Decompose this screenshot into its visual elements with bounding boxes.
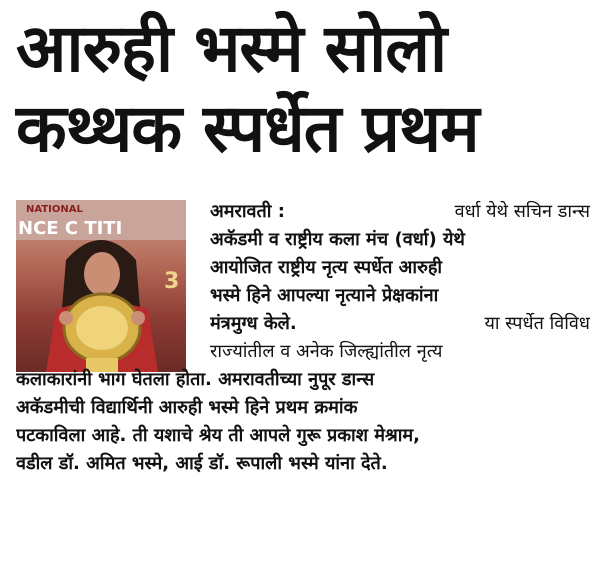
- article-line-10-text: वडील डॉ. अमित भस्मे, आई डॉ. रूपाली भस्मे यांना देते.: [16, 453, 388, 474]
- article-line-9-text: पटकाविला आहे. ती यशाचे श्रेय ती आपले गुरू प्रकाश मेश्राम,: [16, 425, 420, 446]
- article-line-1-text: वर्धा येथे सचिन डान्स: [454, 201, 590, 222]
- dateline: अमरावती :: [210, 201, 285, 222]
- article-line-5: [210, 310, 590, 338]
- article-line-1: [210, 198, 590, 226]
- headline-line-2: कथ्थक स्पर्धेत प्रथम: [16, 90, 479, 167]
- article-line-3: [210, 254, 590, 282]
- photo-number: 3: [164, 269, 180, 294]
- article-line-6-text: राज्यांतील व अनेक जिल्ह्यांतील नृत्य: [210, 341, 443, 362]
- article-line-5-text: या स्पर्धेत विविध: [484, 313, 590, 334]
- article-line-4: [210, 282, 590, 310]
- article-line-3-text: आयोजित राष्ट्रीय नृत्य स्पर्धेत आरुही: [210, 257, 443, 278]
- article-line-9: [16, 422, 590, 450]
- article-line-4-text: भस्मे हिने आपल्या नृत्याने प्रेक्षकांना: [210, 285, 439, 306]
- article-line-7: [16, 366, 590, 394]
- article-line-5-bold: मंत्रमुग्ध केले.: [210, 313, 297, 334]
- photo-top-text: NATIONAL: [26, 204, 83, 215]
- article-line-8-text: अकॅडमीची विद्यार्थिनी आरुही भस्मे हिने प्रथम क्रमांक: [16, 397, 358, 418]
- article-line-6: [210, 338, 590, 366]
- article-body: [16, 198, 590, 478]
- article-line-7-text: कलाकारांनी भाग घेतला होता. अमरावतीच्या नुपूर डान्स: [16, 369, 375, 390]
- photo-banner-text: NCE C TITI: [18, 218, 123, 239]
- article-line-2: [210, 226, 590, 254]
- article-line-10: [16, 450, 590, 478]
- article-line-8: [16, 394, 590, 422]
- article-line-2-text: अकॅडमी व राष्ट्रीय कला मंच (वर्धा) येथे: [210, 229, 465, 250]
- headline-line-1: आरुही भस्मे सोलो: [16, 10, 447, 87]
- headline: [16, 10, 586, 176]
